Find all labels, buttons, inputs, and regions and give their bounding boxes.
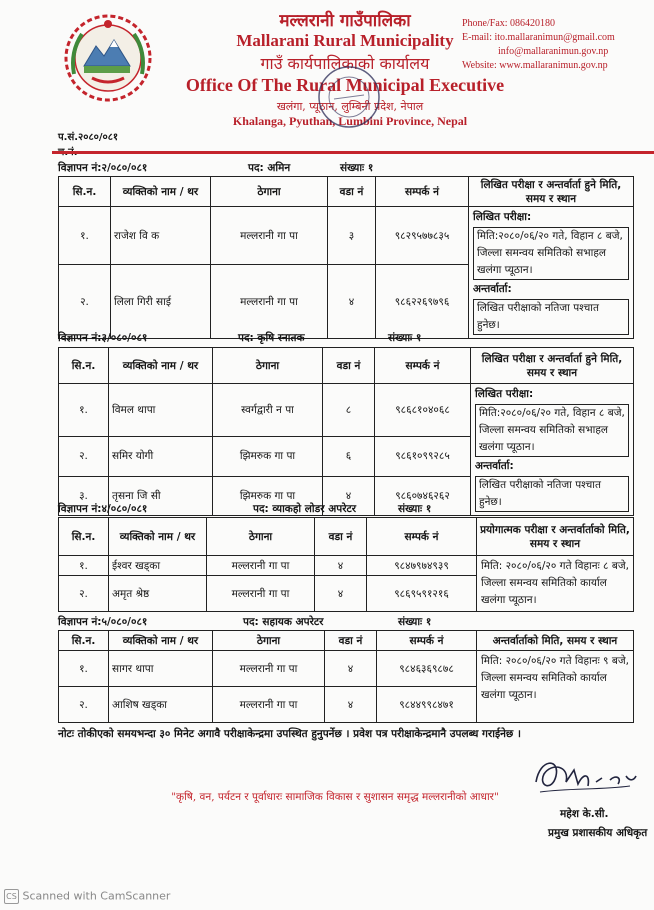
ad-count: संख्याः १ bbox=[340, 162, 374, 174]
interview-label: अन्तर्वार्ता: bbox=[473, 283, 512, 295]
cell-ward: ८ bbox=[323, 384, 375, 437]
cell-sn: १. bbox=[59, 207, 111, 265]
col-sn: सि.न. bbox=[59, 177, 111, 207]
col-sn: सि.न. bbox=[59, 348, 109, 384]
cell-ward: ६ bbox=[323, 437, 375, 476]
ad-number: विज्ञापन नं:२/०८०/०८१ bbox=[58, 162, 148, 174]
email-secondary: info@mallaranimun.gov.np bbox=[498, 46, 609, 57]
scanner-text: Scanned with CamScanner bbox=[22, 889, 171, 903]
cell-contact: ९८४७९७४९३९ bbox=[367, 556, 477, 576]
cell-name: विमल थापा bbox=[109, 384, 213, 437]
cell-address: झिमरुक गा पा bbox=[213, 437, 323, 476]
ad-heading bbox=[58, 615, 432, 629]
cell-contact: ९८६२२६९७९६ bbox=[376, 265, 469, 339]
cell-sn: १. bbox=[59, 556, 109, 576]
schedule-text: मिति: २०८०/०६/२० गते विहानः ९ बजे, जिल्ला समन्वय समितिको कार्याल खलंगा प्यूठान। bbox=[481, 655, 629, 701]
col-contact: सम्पर्क नं bbox=[377, 631, 477, 651]
office-name-english: Mallarani Rural Municipality bbox=[236, 31, 454, 50]
table-row bbox=[59, 556, 634, 576]
cell-contact: ९८६१०९९२८५ bbox=[375, 437, 471, 476]
ad-heading bbox=[58, 502, 432, 516]
schedule-text: मिति: २०८०/०६/२० गते विहानः ८ बजे, जिल्ला समन्वय समितिको कार्याल खलंगा प्यूठान। bbox=[481, 560, 629, 606]
cell-name: अमृत श्रेष्ठ bbox=[109, 576, 207, 612]
cell-name: समिर योगी bbox=[109, 437, 213, 476]
candidate-table-ad4 bbox=[58, 517, 634, 612]
address-nepali: खलंगा, प्यूठान, लुम्बिनी प्रदेश, नेपाल bbox=[276, 100, 424, 113]
cell-sn: २. bbox=[59, 437, 109, 476]
address-english: Khalanga, Pyuthan, Lumbini Province, Nepal bbox=[232, 114, 468, 128]
interview-text: लिखित परीक्षाको नतिजा पश्चात हुनेछ। bbox=[475, 476, 629, 512]
office-executive-nepali: गाउँ कार्यपालिकाको कार्यालय bbox=[260, 54, 430, 73]
cell-address: मल्लरानी गा पा bbox=[211, 265, 328, 339]
scanner-watermark bbox=[4, 889, 170, 904]
candidate-table-ad5 bbox=[58, 630, 634, 723]
cell-name: आशिष खड्का bbox=[109, 687, 213, 723]
cell-sn: १. bbox=[59, 651, 109, 687]
col-address: ठेगाना bbox=[213, 348, 323, 384]
reference-number: प.सं.२०८०/०८१ bbox=[58, 132, 119, 143]
candidate-table-ad3 bbox=[58, 347, 634, 516]
written-exam-text: मिति:२०८०/०६/२० गते, विहान ८ बजे, जिल्ला समन्वय समितिको सभाहल खलंगा प्यूठान। bbox=[475, 404, 629, 457]
office-executive-english: Office Of The Rural Municipal Executive bbox=[185, 75, 505, 95]
cell-ward: ३ bbox=[328, 207, 376, 265]
schedule-cell bbox=[471, 384, 634, 516]
ad-count: संख्याः १ bbox=[388, 332, 422, 344]
col-contact: सम्पर्क नं bbox=[367, 518, 477, 556]
ad-post: पद: व्याकहो लोडर अपरेटर bbox=[253, 503, 357, 515]
col-schedule: लिखित परीक्षा र अन्तर्वार्ता हुने मिति, समय र स्थान bbox=[471, 348, 634, 384]
col-contact: सम्पर्क नं bbox=[375, 348, 471, 384]
ad-post: पद: सहायक अपरेटर bbox=[243, 616, 324, 628]
ad-post: पद: कृषि स्नातक bbox=[238, 332, 305, 344]
exam-note: नोटः तोकीएको समयभन्दा ३० मिनेट अगावै परीक्षाकेन्द्रमा उपस्थित हुनुपर्नेछ । प्रवेश पत्र परीक्षाकेन्द्रमानै उपलब्ध गराईनेछ । bbox=[58, 728, 521, 740]
col-ward: वडा नं bbox=[325, 631, 377, 651]
email-primary: E-mail: ito.mallaranimun@gmail.com bbox=[462, 32, 615, 43]
col-contact: सम्पर्क नं bbox=[376, 177, 469, 207]
cell-address: मल्लरानी गा पा bbox=[207, 576, 315, 612]
handwritten-signature bbox=[530, 752, 640, 800]
cell-ward: ४ bbox=[328, 265, 376, 339]
contact-block bbox=[462, 17, 652, 73]
col-address: ठेगाना bbox=[211, 177, 328, 207]
cell-address: मल्लरानी गा पा bbox=[211, 207, 328, 265]
cell-sn: १. bbox=[59, 384, 109, 437]
cell-address: झिमरुक गा पा bbox=[213, 476, 323, 515]
col-address: ठेगाना bbox=[207, 518, 315, 556]
ad-heading bbox=[58, 161, 374, 175]
website: Website: www.mallaranimun.gov.np bbox=[462, 60, 608, 71]
ad-number: विज्ञापन नं:४/०८०/०८१ bbox=[58, 503, 148, 515]
schedule-cell bbox=[477, 651, 634, 723]
cell-contact: ९८४६३६९८७८ bbox=[377, 651, 477, 687]
cell-sn: २. bbox=[59, 576, 109, 612]
interview-text: लिखित परीक्षाको नतिजा पश्चात हुनेछ। bbox=[473, 299, 629, 335]
header-divider bbox=[52, 151, 654, 154]
table-row bbox=[59, 207, 634, 265]
cell-contact: ९८६८१०४०६८ bbox=[375, 384, 471, 437]
ad-heading bbox=[58, 331, 422, 345]
schedule-cell bbox=[469, 207, 634, 339]
cell-contact: ९८४४९९८४७१ bbox=[377, 687, 477, 723]
col-name: व्यक्तिको नाम / थर bbox=[109, 518, 207, 556]
cell-ward: ४ bbox=[315, 556, 367, 576]
cell-address: मल्लरानी गा पा bbox=[213, 651, 325, 687]
written-exam-label: लिखित परीक्षा: bbox=[475, 388, 534, 400]
schedule-cell bbox=[477, 556, 634, 612]
ad-count: संख्याः १ bbox=[398, 616, 432, 628]
camscanner-icon: CS bbox=[4, 889, 19, 904]
written-exam-text: मिति:२०८०/०६/२० गते, विहान ८ बजे, जिल्ला समन्वय समितिको सभाहल खलंगा प्यूठान। bbox=[473, 227, 629, 280]
cell-sn: २. bbox=[59, 687, 109, 723]
col-schedule: प्रयोगात्मक परीक्षा र अन्तर्वार्ताको मिति, समय र स्थान bbox=[477, 518, 634, 556]
cell-name: तृसना जि सी bbox=[109, 476, 213, 515]
col-sn: सि.न. bbox=[59, 518, 109, 556]
col-ward: वडा नं bbox=[328, 177, 376, 207]
cell-name: ईश्वर खड्का bbox=[109, 556, 207, 576]
col-schedule: लिखित परीक्षा र अन्तर्वार्ता हुने मिति, समय र स्थान bbox=[469, 177, 634, 207]
cell-ward: ४ bbox=[325, 687, 377, 723]
cell-contact: ९८६९५९१२१६ bbox=[367, 576, 477, 612]
table-row bbox=[59, 384, 634, 437]
table-row bbox=[59, 651, 634, 687]
cell-name: राजेश वि क bbox=[111, 207, 211, 265]
cell-contact: ९८२९५७७८३५ bbox=[376, 207, 469, 265]
col-name: व्यक्तिको नाम / थर bbox=[109, 631, 213, 651]
col-ward: वडा नं bbox=[323, 348, 375, 384]
cell-name: लिला गिरी साई bbox=[111, 265, 211, 339]
col-address: ठेगाना bbox=[213, 631, 325, 651]
office-name-nepali: मल्लरानी गाउँपालिका bbox=[279, 11, 411, 31]
ad-post: पद: अमिन bbox=[248, 162, 291, 174]
col-sn: सि.न. bbox=[59, 631, 109, 651]
ad-number: विज्ञापन नं:३/०८०/०८१ bbox=[58, 332, 148, 344]
cell-ward: ४ bbox=[315, 576, 367, 612]
cell-name: सागर थापा bbox=[109, 651, 213, 687]
office-round-stamp bbox=[316, 64, 382, 130]
signer-name: महेश के.सी. bbox=[560, 808, 609, 820]
col-name: व्यक्तिको नाम / थर bbox=[109, 348, 213, 384]
signer-title: प्रमुख प्रशासकीय अधिकृत bbox=[548, 827, 648, 839]
municipal-slogan: "कृषि, वन, पर्यटन र पूर्वाधारः सामाजिक विकास र सुशासन समृद्ध मल्लरानीको आधार" bbox=[171, 791, 499, 803]
candidate-table-ad2 bbox=[58, 176, 634, 339]
phone-fax: Phone/Fax: 086420180 bbox=[462, 18, 556, 29]
col-schedule: अन्तर्वार्ताको मिति, समय र स्थान bbox=[477, 631, 634, 651]
cell-address: मल्लरानी गा पा bbox=[213, 687, 325, 723]
cell-address: स्वर्गद्वारी न पा bbox=[213, 384, 323, 437]
cell-sn: ३. bbox=[59, 476, 109, 515]
ad-number: विज्ञापन नं:५/०८०/०८१ bbox=[58, 616, 148, 628]
cell-ward: ४ bbox=[325, 651, 377, 687]
col-name: व्यक्तिको नाम / थर bbox=[111, 177, 211, 207]
ad-count: संख्याः १ bbox=[398, 503, 432, 515]
cell-address: मल्लरानी गा पा bbox=[207, 556, 315, 576]
col-ward: वडा नं bbox=[315, 518, 367, 556]
cell-ward: ४ bbox=[323, 476, 375, 515]
written-exam-label: लिखित परीक्षा: bbox=[473, 211, 532, 223]
cell-contact: ९८६०७४६२६२ bbox=[375, 476, 471, 515]
cell-sn: २. bbox=[59, 265, 111, 339]
interview-label: अन्तर्वार्ता: bbox=[475, 460, 514, 472]
government-emblem-logo bbox=[62, 12, 154, 104]
